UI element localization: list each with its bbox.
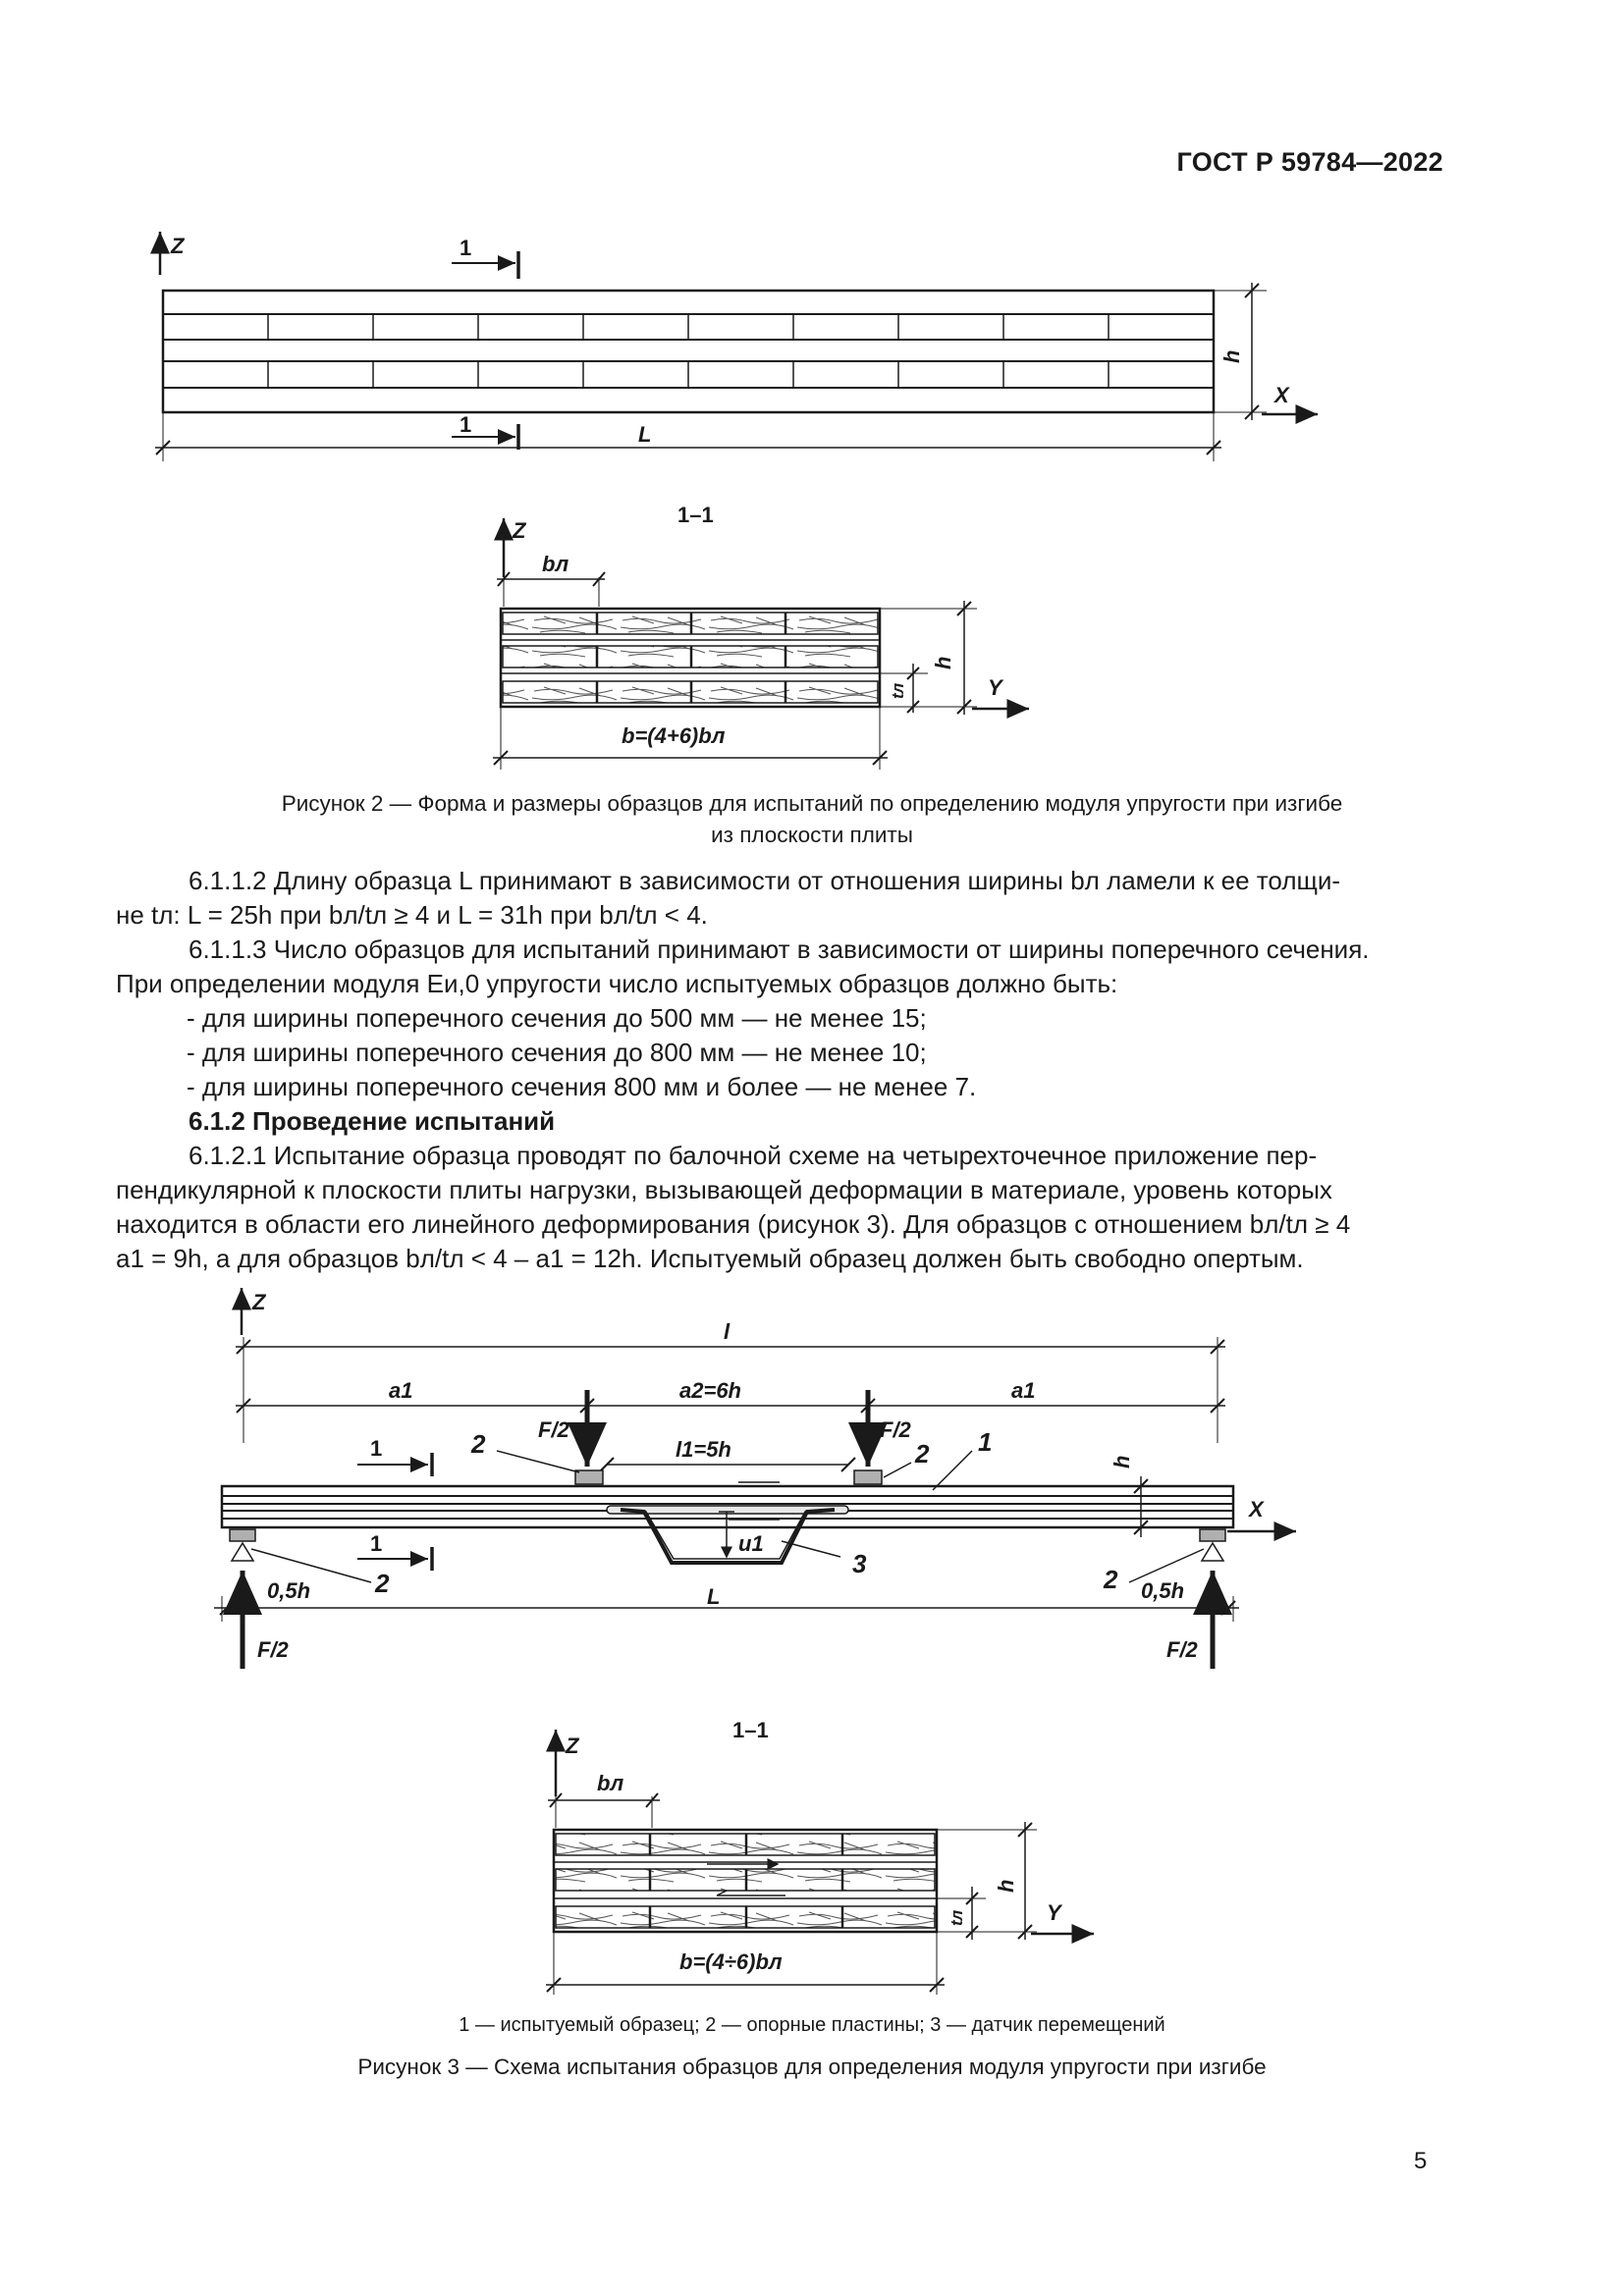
length-dimension	[214, 1578, 1239, 1626]
paragraph-6-1-2-1-line1: 6.1.2.1 Испытание образца проводят по балочной схеме на четырехточечное приложение пер-	[189, 1141, 1318, 1170]
l-label: L	[638, 422, 652, 447]
x-axis	[1262, 383, 1318, 414]
list-item: - для ширины поперечного сечения до 500 мм — не менее 15;	[187, 1003, 927, 1033]
callout-2-bottom-left: 2	[375, 1569, 390, 1598]
load-label-right: F/2	[880, 1417, 911, 1442]
figure-3-caption: Рисунок 3 — Схема испытания образцов для определения модуля упругости при изгибе	[357, 2055, 1267, 2079]
figure-2-caption-line1: Рисунок 2 — Форма и размеры образцов для испытаний по определению модуля упругости при изгибе	[281, 791, 1343, 816]
half-h-label-left: 0,5h	[267, 1578, 311, 1603]
b-formula-label: b=(4+6)bл	[622, 723, 726, 748]
paragraph-6-1-1-2-line1: 6.1.1.2 Длину образца L принимают в зависимости от отношения ширины bл ламели к ее толщи-	[189, 866, 1341, 895]
length-label: L	[707, 1584, 721, 1609]
callout-3: 3	[852, 1549, 867, 1578]
load-label-left: F/2	[538, 1417, 569, 1442]
section-title: 1–1	[732, 1718, 769, 1742]
section-y-label: Y	[988, 675, 1002, 700]
section-mark-bottom	[452, 412, 518, 450]
list-item: - для ширины поперечного сечения 800 мм и более — не менее 7.	[187, 1072, 977, 1101]
a2-label: a2=6h	[679, 1378, 741, 1403]
paragraph-6-1-2-1-line4: a1 = 9h, а для образцов bл/tл < 4 – a1 = 12h. Испытуемый образец должен быть свободно опертым.	[116, 1244, 1304, 1273]
a-dimensions	[236, 1378, 1225, 1443]
list-item: - для ширины поперечного сечения до 800 мм — не менее 10;	[187, 1038, 927, 1067]
callout-2-right: 2	[915, 1439, 930, 1468]
section-heading: 6.1.2 Проведение испытаний	[189, 1106, 556, 1136]
callout-1: 1	[978, 1427, 993, 1457]
section-z-label: Z	[566, 1734, 579, 1758]
section-mark-label: 1	[460, 236, 472, 260]
beam-h-label: h	[1110, 1455, 1134, 1468]
x-axis-label: X	[1274, 383, 1289, 407]
callout-2-left: 2	[471, 1429, 486, 1459]
figure-2-caption-line2: из плоскости плиты	[711, 823, 913, 847]
l-dimension	[155, 412, 1221, 461]
z-axis	[160, 232, 186, 275]
panel-elevation	[163, 291, 1214, 412]
paragraph-6-1-1-3-line1: 6.1.1.3 Число образцов для испытаний принимают в зависимости от ширины поперечного сечения.	[189, 934, 1370, 964]
body-text	[116, 864, 1439, 1276]
half-h-label-right: 0,5h	[1141, 1578, 1185, 1603]
section-h-label: h	[994, 1879, 1018, 1893]
t-l-label: tл	[889, 682, 907, 699]
a1-label-left: a1	[389, 1378, 413, 1403]
l1-label: l1=5h	[676, 1437, 731, 1462]
paragraph-6-1-2-1-line2: пендикулярной к плоскости плиты нагрузки, вызывающей деформации в материале, уровень которых	[116, 1175, 1332, 1204]
callout-2-bottom-right: 2	[1104, 1565, 1118, 1594]
b-formula-label: b=(4÷6)bл	[679, 1949, 783, 1974]
z-axis-label: Z	[171, 234, 185, 258]
section-mark-label-bottom: 1	[370, 1531, 383, 1556]
figure-3-legend: 1 — испытуемый образец; 2 — опорные пластины; 3 — датчик перемещений	[459, 2014, 1165, 2036]
paragraph-6-1-2-1-line3: находится в области его линейного деформирования (рисунок 3). Для образцов с отношением bл/tл ≥ 4	[116, 1209, 1351, 1239]
section-mark-label: 1	[370, 1436, 383, 1461]
document-code: ГОСТ Р 59784—2022	[1176, 147, 1443, 177]
figure-2-caption	[137, 788, 1487, 851]
load-plate-left	[575, 1470, 603, 1484]
b-l-label: bл	[542, 552, 569, 576]
h-label: h	[1219, 349, 1244, 363]
x-axis-label: X	[1249, 1497, 1264, 1522]
z-axis	[242, 1288, 267, 1335]
figure-3-drawing	[0, 1276, 1624, 2081]
section-mark-label-bottom: 1	[460, 412, 472, 437]
section-title: 1–1	[677, 503, 714, 527]
figure-2-drawing	[0, 216, 1624, 805]
a1-label-right: a1	[1011, 1378, 1036, 1403]
paragraph-6-1-1-3-line2: При определении модуля Eи,0 упругости число испытуемых образцов должно быть:	[116, 969, 1118, 998]
reaction-label-right: F/2	[1166, 1637, 1198, 1662]
cross-section	[546, 1730, 1094, 1995]
z-axis-label: Z	[252, 1290, 266, 1314]
b-l-label: bл	[597, 1771, 624, 1795]
cross-section	[493, 518, 1029, 770]
section-z-label: Z	[513, 518, 526, 543]
u1-label: u1	[738, 1531, 764, 1556]
section-h-label: h	[931, 656, 955, 669]
page-number: 5	[1414, 2148, 1428, 2174]
paragraph-6-1-1-2-line2: не tл: L = 25h при bл/tл ≥ 4 и L = 31h при bл/tл < 4.	[116, 900, 708, 930]
load-plate-right	[854, 1470, 882, 1484]
reaction-label-left: F/2	[257, 1637, 289, 1662]
section-mark-top	[452, 236, 518, 279]
section-y-label: Y	[1047, 1900, 1061, 1925]
t-l-label: tл	[947, 1909, 966, 1926]
l1-dimension	[600, 1437, 855, 1471]
span-label: l	[724, 1319, 731, 1344]
h-dimension	[1214, 283, 1267, 420]
